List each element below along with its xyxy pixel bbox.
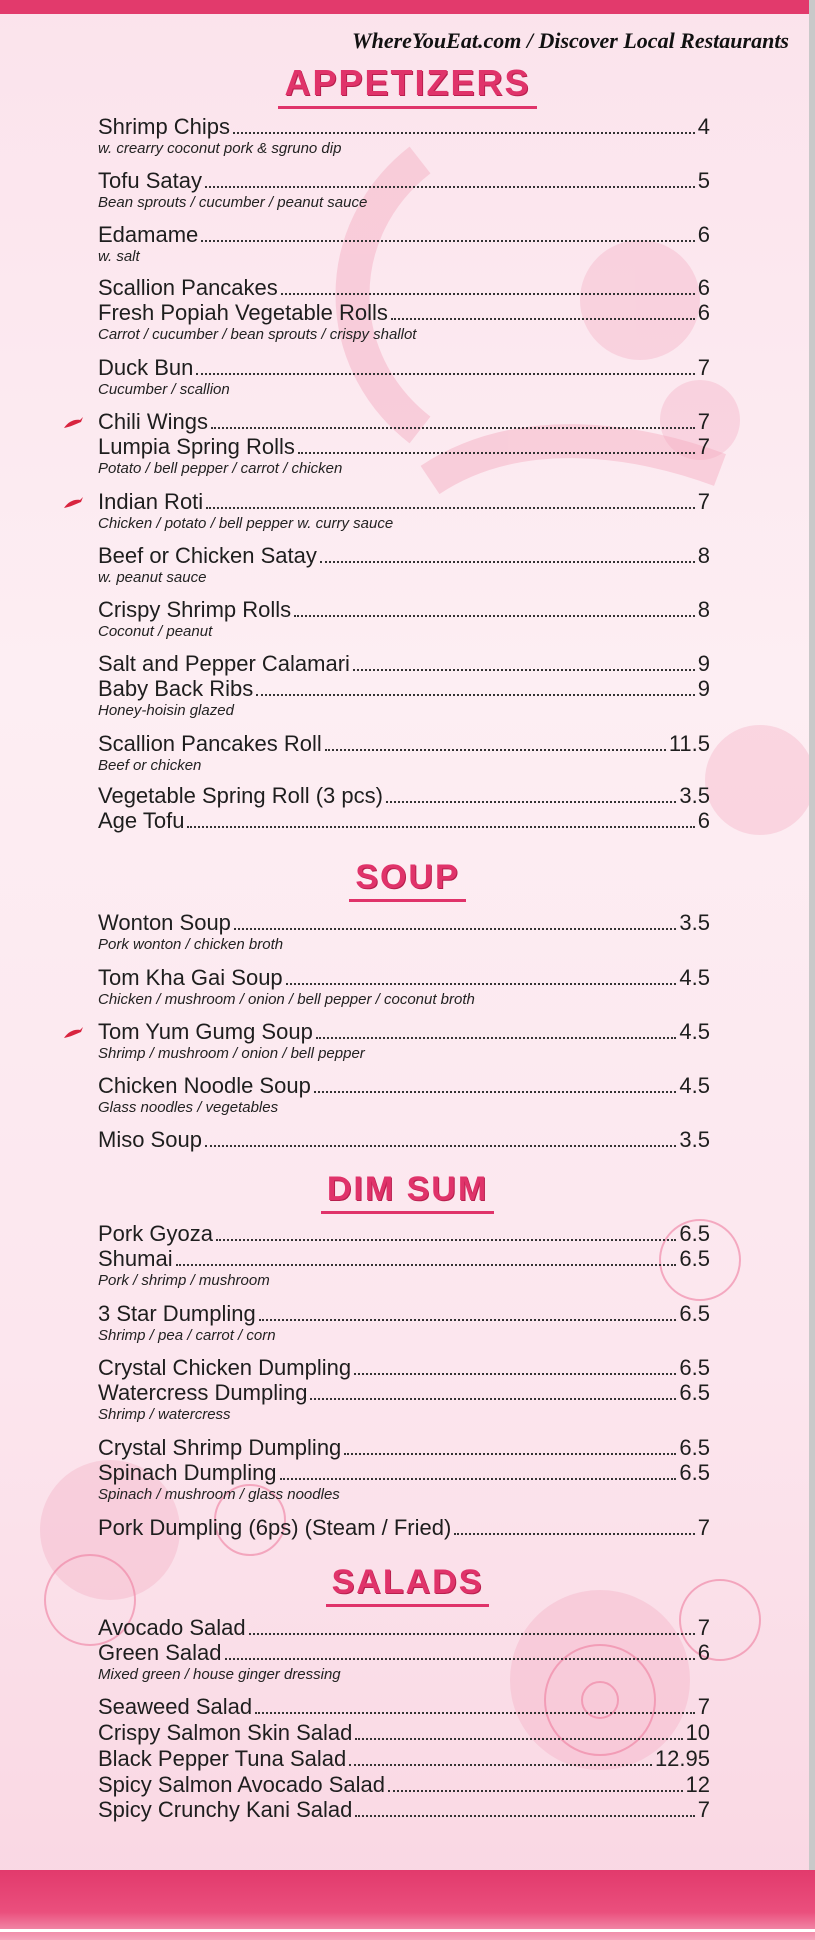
menu-item: [98, 1380, 710, 1424]
menu-item: [98, 1720, 710, 1746]
section-title: [0, 62, 815, 109]
menu-item-row: [98, 275, 710, 301]
item-name: 3 Star Dumpling: [98, 1301, 256, 1326]
dot-leader: [281, 293, 695, 295]
menu-item: [98, 1640, 710, 1684]
item-price: 9: [697, 651, 710, 676]
item-name: Wonton Soup: [98, 910, 231, 935]
item-price: 10: [685, 1720, 710, 1745]
menu-item-row: [98, 1301, 710, 1327]
menu-item-row: [98, 1380, 710, 1406]
top-band: [0, 0, 815, 14]
menu-item: [98, 783, 710, 809]
menu-item: [98, 1073, 710, 1117]
menu-item-row: [98, 543, 710, 569]
menu-item: [98, 1772, 710, 1798]
item-name: Indian Roti: [98, 489, 204, 514]
menu-item: [98, 1019, 710, 1063]
menu-item: [98, 597, 710, 641]
item-name: Vegetable Spring Roll (3 pcs): [98, 783, 383, 808]
item-price: 7: [697, 355, 710, 380]
section-title-text: DIM SUM: [321, 1170, 494, 1214]
item-name: Duck Bun: [98, 355, 194, 380]
menu-item: [98, 808, 710, 834]
item-price: 7: [697, 1694, 710, 1719]
item-price: 8: [697, 597, 710, 622]
item-price: 6: [697, 1640, 710, 1665]
item-price: 11.5: [668, 731, 710, 756]
item-name: Crystal Chicken Dumpling: [98, 1355, 352, 1380]
item-name: Age Tofu: [98, 808, 185, 833]
item-description: Bean sprouts / cucumber / peanut sauce: [98, 194, 368, 211]
dot-leader: [320, 561, 695, 563]
item-price: 6.5: [679, 1435, 710, 1460]
item-price: 4.5: [679, 1073, 710, 1098]
item-price: 6: [697, 222, 710, 247]
dot-leader: [355, 1815, 694, 1817]
item-price: 6.5: [679, 1246, 710, 1271]
item-price: 7: [697, 434, 710, 459]
menu-item: [98, 168, 710, 212]
menu-item-row: [98, 1515, 710, 1541]
item-description: Chicken / mushroom / onion / bell pepper / coconut broth: [98, 991, 475, 1008]
menu-item-row: [98, 1694, 710, 1720]
item-description: Spinach / mushroom / glass noodles: [98, 1486, 340, 1503]
menu-item-row: [98, 1615, 710, 1641]
chili-pepper-icon: [62, 416, 84, 430]
menu-item-row: [98, 965, 710, 991]
item-name: Beef or Chicken Satay: [98, 543, 317, 568]
item-name: Tofu Satay: [98, 168, 202, 193]
item-name: Pork Dumpling (6ps) (Steam / Fried): [98, 1515, 452, 1540]
item-price: 6: [697, 808, 710, 833]
item-price: 9: [697, 676, 710, 701]
item-price: 12: [685, 1772, 710, 1797]
dot-leader: [344, 1453, 676, 1455]
dot-leader: [386, 801, 676, 803]
menu-item: [98, 1301, 710, 1345]
menu-item-row: [98, 489, 710, 515]
item-price: 3.5: [679, 783, 710, 808]
item-price: 6.5: [679, 1355, 710, 1380]
dot-leader: [294, 615, 695, 617]
item-price: 7: [697, 489, 710, 514]
section-title: [0, 858, 815, 902]
item-description: w. crearry coconut pork & sgruno dip: [98, 140, 342, 157]
item-name: Pork Gyoza: [98, 1221, 213, 1246]
menu-item: [98, 1615, 710, 1641]
menu-item: [98, 543, 710, 587]
menu-item: [98, 409, 710, 435]
menu-item-row: [98, 1019, 710, 1045]
menu-item-row: [98, 1746, 710, 1772]
menu-item: [98, 1460, 710, 1504]
menu-item: [98, 1746, 710, 1772]
section-title-text: SALADS: [326, 1563, 490, 1607]
menu-item-row: [98, 1435, 710, 1461]
dot-leader: [314, 1091, 677, 1093]
menu-item-row: [98, 910, 710, 936]
dot-leader: [286, 983, 677, 985]
bottom-line: [0, 1929, 815, 1932]
item-name: Avocado Salad: [98, 1615, 246, 1640]
menu-item-row: [98, 676, 710, 702]
item-name: Lumpia Spring Rolls: [98, 434, 295, 459]
dot-leader: [349, 1764, 652, 1766]
item-description: Pork wonton / chicken broth: [98, 936, 284, 953]
item-price: 4.5: [679, 1019, 710, 1044]
dot-leader: [187, 826, 694, 828]
dot-leader: [196, 373, 694, 375]
item-price: 3.5: [679, 910, 710, 935]
item-name: Tom Kha Gai Soup: [98, 965, 283, 990]
menu-item: [98, 1694, 710, 1720]
dot-leader: [211, 427, 695, 429]
item-price: 8: [697, 543, 710, 568]
menu-item-row: [98, 409, 710, 435]
dot-leader: [176, 1264, 677, 1266]
item-description: Cucumber / scallion: [98, 381, 230, 398]
dot-leader: [201, 240, 694, 242]
item-description: Chicken / potato / bell pepper w. curry sauce: [98, 515, 394, 532]
item-description: Potato / bell pepper / carrot / chicken: [98, 460, 343, 477]
item-name: Baby Back Ribs: [98, 676, 254, 701]
menu-item-row: [98, 1640, 710, 1666]
item-price: 6.5: [679, 1221, 710, 1246]
item-name: Miso Soup: [98, 1127, 202, 1152]
item-description: Mixed green / house ginger dressing: [98, 1666, 341, 1683]
menu-item: [98, 910, 710, 954]
item-description: Coconut / peanut: [98, 623, 213, 640]
item-description: Carrot / cucumber / bean sprouts / crispy shallot: [98, 326, 417, 343]
item-price: 3.5: [679, 1127, 710, 1152]
item-name: Scallion Pancakes Roll: [98, 731, 322, 756]
menu-item-row: [98, 1246, 710, 1272]
menu-item: [98, 275, 710, 301]
item-description: Glass noodles / vegetables: [98, 1099, 279, 1116]
site-watermark: WhereYouEat.com / Discover Local Restaurants: [352, 28, 789, 53]
menu-item-row: [98, 808, 710, 834]
menu-item-row: [98, 1772, 710, 1798]
menu-item-row: [98, 355, 710, 381]
item-price: 6.5: [679, 1380, 710, 1405]
menu-item-row: [98, 434, 710, 460]
dot-leader: [298, 452, 695, 454]
item-name: Fresh Popiah Vegetable Rolls: [98, 300, 388, 325]
item-price: 7: [697, 1797, 710, 1822]
item-price: 4.5: [679, 965, 710, 990]
item-name: Edamame: [98, 222, 199, 247]
dot-leader: [225, 1658, 695, 1660]
menu-item-row: [98, 168, 710, 194]
dot-leader: [234, 928, 676, 930]
dot-leader: [354, 1373, 676, 1375]
menu-item-row: [98, 597, 710, 623]
item-description: Shrimp / watercress: [98, 1406, 231, 1423]
item-description: w. salt: [98, 248, 140, 265]
item-name: Black Pepper Tuna Salad: [98, 1746, 347, 1771]
item-name: Chicken Noodle Soup: [98, 1073, 311, 1098]
item-name: Seaweed Salad: [98, 1694, 253, 1719]
dot-leader: [233, 132, 695, 134]
item-name: Salt and Pepper Calamari: [98, 651, 350, 676]
section-title: [0, 1563, 815, 1607]
menu-item: [98, 300, 710, 344]
menu-item: [98, 222, 710, 266]
menu-item: [98, 965, 710, 1009]
chili-pepper-icon: [62, 1026, 84, 1040]
menu-item-row: [98, 1127, 710, 1153]
menu-item: [98, 114, 710, 158]
item-name: Shumai: [98, 1246, 173, 1271]
item-name: Chili Wings: [98, 409, 209, 434]
menu-item-row: [98, 731, 710, 757]
section-title: [0, 1170, 815, 1214]
item-price: 7: [697, 409, 710, 434]
menu-item-row: [98, 651, 710, 677]
dot-leader: [353, 669, 695, 671]
menu-item: [98, 1355, 710, 1381]
dot-leader: [205, 1145, 676, 1147]
menu-item: [98, 355, 710, 399]
item-description: Beef or chicken: [98, 757, 202, 774]
menu-item: [98, 489, 710, 533]
menu-item: [98, 1221, 710, 1247]
menu-item: [98, 1515, 710, 1541]
item-name: Crispy Salmon Skin Salad: [98, 1720, 353, 1745]
dot-leader: [325, 749, 666, 751]
menu-item-row: [98, 1073, 710, 1099]
item-price: 6.5: [679, 1301, 710, 1326]
item-name: Spinach Dumpling: [98, 1460, 277, 1485]
item-price: 7: [697, 1515, 710, 1540]
section-title-text: APPETIZERS: [278, 62, 536, 109]
dot-leader: [216, 1239, 676, 1241]
item-name: Spicy Salmon Avocado Salad: [98, 1772, 385, 1797]
menu-item: [98, 434, 710, 478]
menu-item-row: [98, 300, 710, 326]
item-description: Shrimp / pea / carrot / corn: [98, 1327, 276, 1344]
dot-leader: [259, 1319, 677, 1321]
dot-leader: [316, 1037, 677, 1039]
dot-leader: [255, 1712, 695, 1714]
item-name: Tom Yum Gumg Soup: [98, 1019, 313, 1044]
menu-item-row: [98, 1355, 710, 1381]
item-description: w. peanut sauce: [98, 569, 207, 586]
dot-leader: [206, 507, 695, 509]
item-price: 6: [697, 300, 710, 325]
dot-leader: [454, 1533, 694, 1535]
menu-item: [98, 1797, 710, 1823]
dot-leader: [391, 318, 695, 320]
item-name: Green Salad: [98, 1640, 222, 1665]
dot-leader: [310, 1398, 676, 1400]
dot-leader: [280, 1478, 677, 1480]
section-title-text: SOUP: [349, 858, 465, 902]
item-name: Scallion Pancakes: [98, 275, 278, 300]
menu-item: [98, 651, 710, 677]
dot-leader: [205, 186, 695, 188]
item-name: Watercress Dumpling: [98, 1380, 308, 1405]
menu-item-row: [98, 1797, 710, 1823]
menu-item-row: [98, 114, 710, 140]
item-description: Pork / shrimp / mushroom: [98, 1272, 270, 1289]
item-price: 12.95: [654, 1746, 710, 1771]
item-price: 6: [697, 275, 710, 300]
item-price: 4: [697, 114, 710, 139]
item-description: Shrimp / mushroom / onion / bell pepper: [98, 1045, 365, 1062]
menu-item-row: [98, 1221, 710, 1247]
item-name: Crystal Shrimp Dumpling: [98, 1435, 342, 1460]
item-price: 6.5: [679, 1460, 710, 1485]
menu-item-row: [98, 1720, 710, 1746]
page-edge: [809, 0, 815, 1940]
menu-item-row: [98, 1460, 710, 1486]
item-name: Shrimp Chips: [98, 114, 231, 139]
dot-leader: [256, 694, 694, 696]
menu-item-row: [98, 222, 710, 248]
dot-leader: [355, 1738, 682, 1740]
item-price: 7: [697, 1615, 710, 1640]
menu-item: [98, 1246, 710, 1290]
chili-pepper-icon: [62, 496, 84, 510]
dot-leader: [388, 1790, 683, 1792]
item-description: Honey-hoisin glazed: [98, 702, 234, 719]
dot-leader: [249, 1633, 695, 1635]
menu-item: [98, 731, 710, 775]
menu-item: [98, 1127, 710, 1153]
menu-item-row: [98, 783, 710, 809]
menu-item: [98, 676, 710, 720]
item-name: Crispy Shrimp Rolls: [98, 597, 292, 622]
item-price: 5: [697, 168, 710, 193]
menu-item: [98, 1435, 710, 1461]
item-name: Spicy Crunchy Kani Salad: [98, 1797, 353, 1822]
